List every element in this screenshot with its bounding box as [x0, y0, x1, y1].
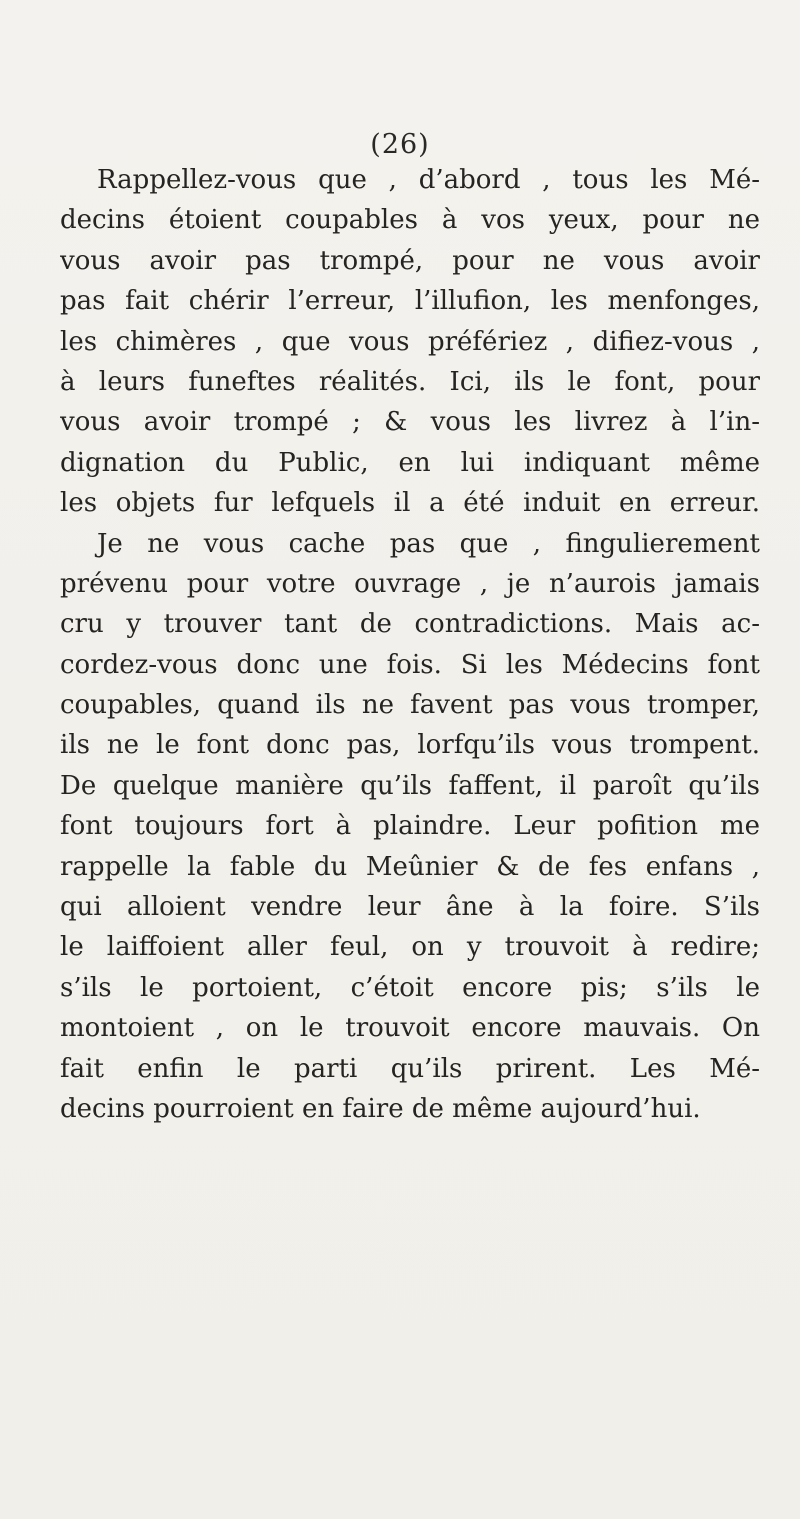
- text-line: les chimères , que vous préfériez , difiez-vous ,: [60, 326, 760, 357]
- text-line: coupables, quand ils ne favent pas vous tromper,: [60, 690, 760, 721]
- text-line: ils ne le font donc pas, lorfqu’ils vous trompent.: [60, 730, 760, 761]
- text-line: prévenu pour votre ouvrage , je n’aurois jamais: [60, 568, 760, 599]
- text-line: s’ils le portoient, c’étoit encore pis; s’ils le: [60, 972, 760, 1003]
- text-line: cru y trouver tant de contradictions. Mais ac-: [60, 609, 760, 640]
- text-line: vous avoir pas trompé, pour ne vous avoir: [60, 245, 760, 276]
- text-line: montoient , on le trouvoit encore mauvais. On: [60, 1013, 760, 1044]
- text-line: les objets fur lefquels il a été induit en erreur.: [60, 488, 760, 519]
- text-line: De quelque manière qu’ils faffent, il paroît qu’ils: [60, 770, 760, 801]
- text-line: pas fait chérir l’erreur, l’illufion, les menfonges,: [60, 286, 760, 317]
- text-line: decins pourroient en faire de même aujourd’hui.: [60, 1093, 701, 1124]
- text-line: Rappellez-vous que , d’abord , tous les Mé-: [97, 165, 760, 195]
- body-text: [60, 160, 760, 1129]
- text-line: qui alloient vendre leur âne à la foire. S’ils: [60, 892, 760, 923]
- page-number: (26): [370, 129, 430, 160]
- text-line: font toujours fort à plaindre. Leur pofition me: [60, 811, 760, 842]
- text-line: rappelle la fable du Meûnier & de fes enfans ,: [60, 851, 760, 882]
- text-line: le laiffoient aller feul, on y trouvoit à redire;: [60, 932, 760, 963]
- text-line: Je ne vous cache pas que , fingulierement: [97, 528, 760, 559]
- text-line: fait enfin le parti qu’ils prirent. Les Mé-: [60, 1053, 760, 1084]
- text-line: à leurs funeftes réalités. Ici, ils le font, pour: [60, 366, 760, 397]
- text-line: vous avoir trompé ; & vous les livrez à l’in-: [60, 407, 760, 438]
- text-line: dignation du Public, en lui indiquant même: [60, 447, 760, 478]
- text-line: decins étoient coupables à vos yeux, pour ne: [60, 205, 760, 236]
- text-line: cordez-vous donc une fois. Si les Médecins font: [60, 649, 760, 680]
